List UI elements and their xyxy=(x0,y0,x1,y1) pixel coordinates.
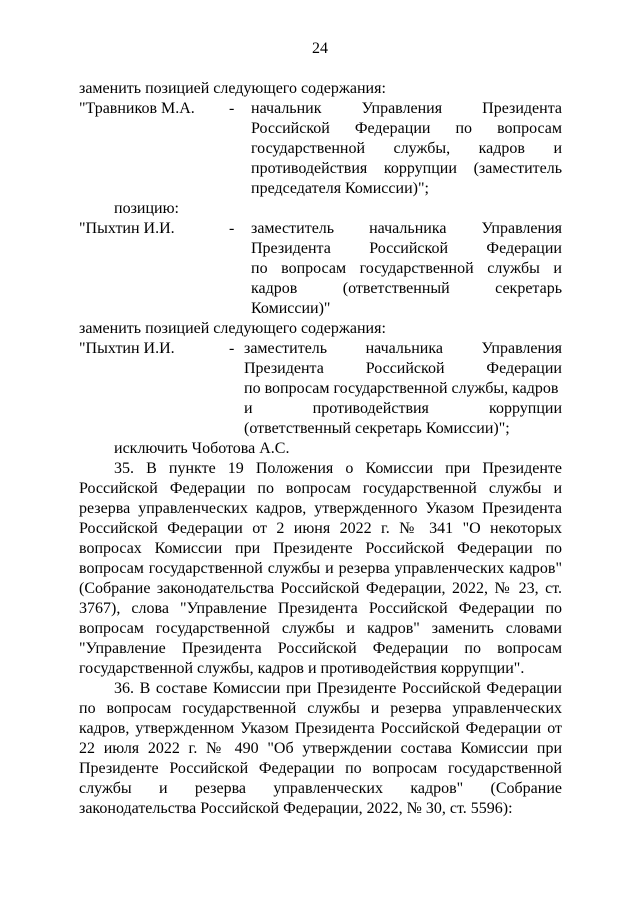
entry-pykhtin-old xyxy=(79,219,562,317)
description-line: Комиссии)" xyxy=(251,300,331,317)
entry-description xyxy=(244,339,562,439)
description-line: противодействия коррупции (заместитель xyxy=(251,160,562,177)
entry-dash: - xyxy=(229,100,235,117)
description-line: Президента Российской Федерации xyxy=(244,360,562,377)
entry-description xyxy=(251,99,562,199)
description-line: начальник Управления Президента xyxy=(251,100,562,117)
description-line: кадров (ответственный секретарь xyxy=(251,280,562,297)
entry-name: "Пыхтин И.И. xyxy=(79,220,175,237)
entry-dash: - xyxy=(229,220,235,237)
paragraph-36: 36. В составе Комиссии при Президенте Российской Федерации по вопросам государственной службы и резерва управленческих кадров, утвержденном Указом Президента Российской Федерации от 22 июля 2022 г. № 490 "Об утверждении состава Комиссии при Президенте Российской Федерации по вопросам государственной службы и резерва управленческих кадров" (Собрание законодательства Российской Федерации, 2022, № 30, ст. 5596): xyxy=(79,680,562,817)
description-line: по вопросам государственной службы и xyxy=(251,260,562,277)
description-line: заместитель начальника Управления xyxy=(251,220,562,237)
description-line: Российской Федерации по вопросам xyxy=(251,120,562,137)
description-line: Президента Российской Федерации xyxy=(251,240,562,257)
entry-description xyxy=(251,219,562,319)
entry-travnikov xyxy=(79,99,562,197)
exclude-line: исключить Чоботова А.С. xyxy=(114,440,290,457)
entry-name: "Пыхтин И.И. xyxy=(79,340,175,357)
entry-name: "Травников М.А. xyxy=(79,100,195,117)
description-line: заместитель начальника Управления xyxy=(244,340,562,357)
description-line: (ответственный секретарь Комиссии)"; xyxy=(244,420,510,437)
description-line: председателя Комиссии)"; xyxy=(251,180,429,197)
replace-intro-1: заменить позицией следующего содержания: xyxy=(79,80,386,97)
replace-intro-2: заменить позицией следующего содержания: xyxy=(79,320,386,337)
description-line: по вопросам государственной службы, кадров xyxy=(244,380,559,397)
position-label: позицию: xyxy=(114,200,179,217)
entry-dash: - xyxy=(229,340,235,357)
document-body xyxy=(79,79,562,819)
page-number: 24 xyxy=(312,40,328,57)
description-line: государственной службы, кадров и xyxy=(251,140,562,157)
paragraph-35: 35. В пункте 19 Положения о Комиссии при Президенте Российской Федерации по вопросам государственной службы и резерва управленческих кадров, утвержденного Указом Президента Российской Федерации от 2 июня 2022 г. № 341 "О некоторых вопросах Комиссии при Президенте Российской Федерации по вопросам государственной службы и резерва управленческих кадров" (Собрание законодательства Российской Федерации, 2022, № 23, ст. 3767), слова "Управление Президента Российской Федерации по вопросам государственной службы и кадров" заменить словами "Управление Президента Российской Федерации по вопросам государственной службы, кадров и противодействия коррупции". xyxy=(79,460,562,677)
description-line: и противодействия коррупции xyxy=(244,400,562,417)
entry-pykhtin-new xyxy=(79,339,562,437)
